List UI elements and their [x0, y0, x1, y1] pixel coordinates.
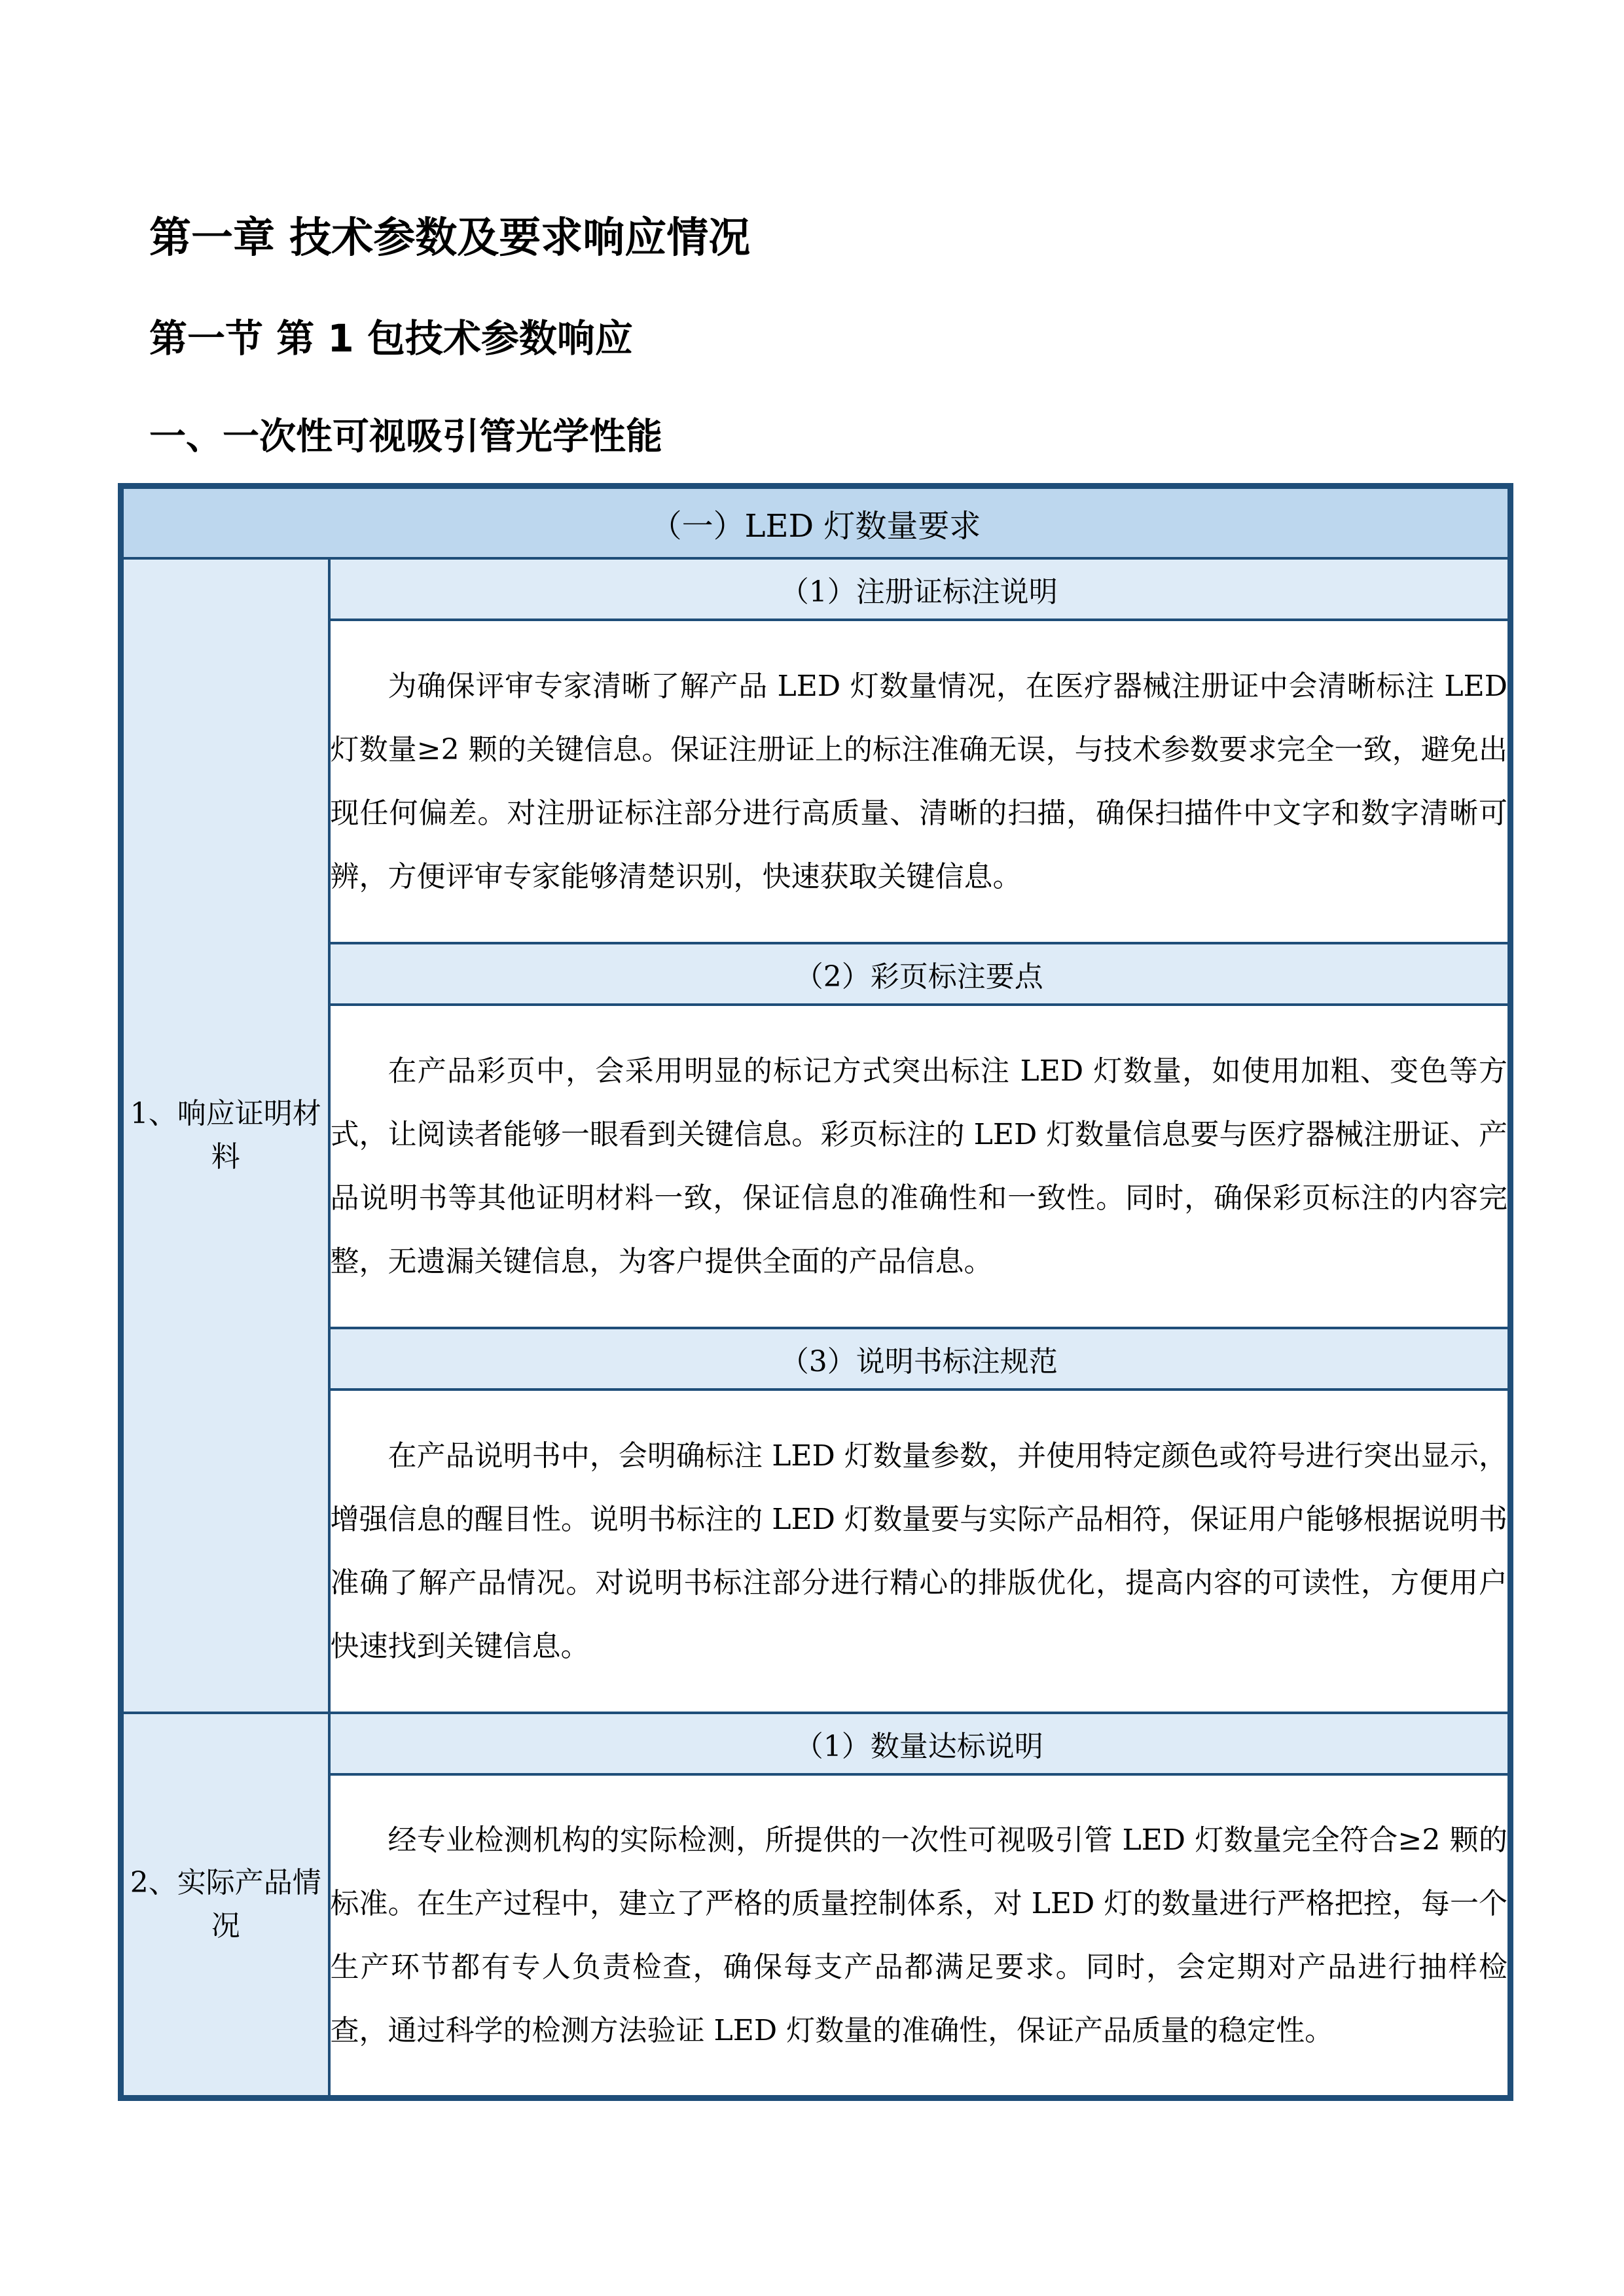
- table-row: [121, 1713, 1511, 1774]
- section-heading: 第一节 第 1 包技术参数响应: [149, 316, 633, 361]
- subsection-heading: 一、一次性可视吸引管光学性能: [149, 416, 662, 458]
- table-row: [121, 1774, 1511, 2098]
- subtitle-color-brochure: （2）彩页标注要点: [329, 943, 1511, 1005]
- row-label-response-materials: 1、响应证明材料: [121, 558, 329, 1713]
- table-row: [121, 1328, 1511, 1390]
- table-row: [121, 1390, 1511, 1713]
- table-title: （一）LED 灯数量要求: [121, 486, 1511, 559]
- subtitle-registration-certificate: （1）注册证标注说明: [329, 558, 1511, 620]
- table-row: [121, 943, 1511, 1005]
- body-registration-certificate: 为确保评审专家清晰了解产品 LED 灯数量情况，在医疗器械注册证中会清晰标注 LED 灯数量≥2 颗的关键信息。保证注册证上的标注准确无误，与技术参数要求完全一致，避免出现任何偏差。对注册证标注部分进行高质量、清晰的扫描，确保扫描件中文字和数字清晰可辨，方便评审专家能够清楚识别，快速获取关键信息。: [329, 620, 1511, 943]
- body-manual: 在产品说明书中，会明确标注 LED 灯数量参数，并使用特定颜色或符号进行突出显示，增强信息的醒目性。说明书标注的 LED 灯数量要与实际产品相符，保证用户能够根据说明书准确了解产品情况。对说明书标注部分进行精心的排版优化，提高内容的可读性，方便用户快速找到关键信息。: [329, 1390, 1511, 1713]
- table-row: [121, 558, 1511, 620]
- led-requirement-table: [118, 483, 1513, 2101]
- body-color-brochure: 在产品彩页中，会采用明显的标记方式突出标注 LED 灯数量，如使用加粗、变色等方式，让阅读者能够一眼看到关键信息。彩页标注的 LED 灯数量信息要与医疗器械注册证、产品说明书等其他证明材料一致，保证信息的准确性和一致性。同时，确保彩页标注的内容完整，无遗漏关键信息，为客户提供全面的产品信息。: [329, 1005, 1511, 1328]
- table-row: [121, 620, 1511, 943]
- body-quantity-compliance: 经专业检测机构的实际检测，所提供的一次性可视吸引管 LED 灯数量完全符合≥2 颗的标准。在生产过程中，建立了严格的质量控制体系，对 LED 灯的数量进行严格把控，每一个生产环节都有专人负责检查，确保每支产品都满足要求。同时，会定期对产品进行抽样检查，通过科学的检测方法验证 LED 灯数量的准确性，保证产品质量的稳定性。: [329, 1774, 1511, 2098]
- table-title-row: [121, 486, 1511, 559]
- table-row: [121, 1005, 1511, 1328]
- chapter-heading: 第一章 技术参数及要求响应情况: [149, 214, 751, 262]
- row-label-actual-product: 2、实际产品情况: [121, 1713, 329, 2098]
- subtitle-quantity-compliance: （1）数量达标说明: [329, 1713, 1511, 1774]
- subtitle-manual: （3）说明书标注规范: [329, 1328, 1511, 1390]
